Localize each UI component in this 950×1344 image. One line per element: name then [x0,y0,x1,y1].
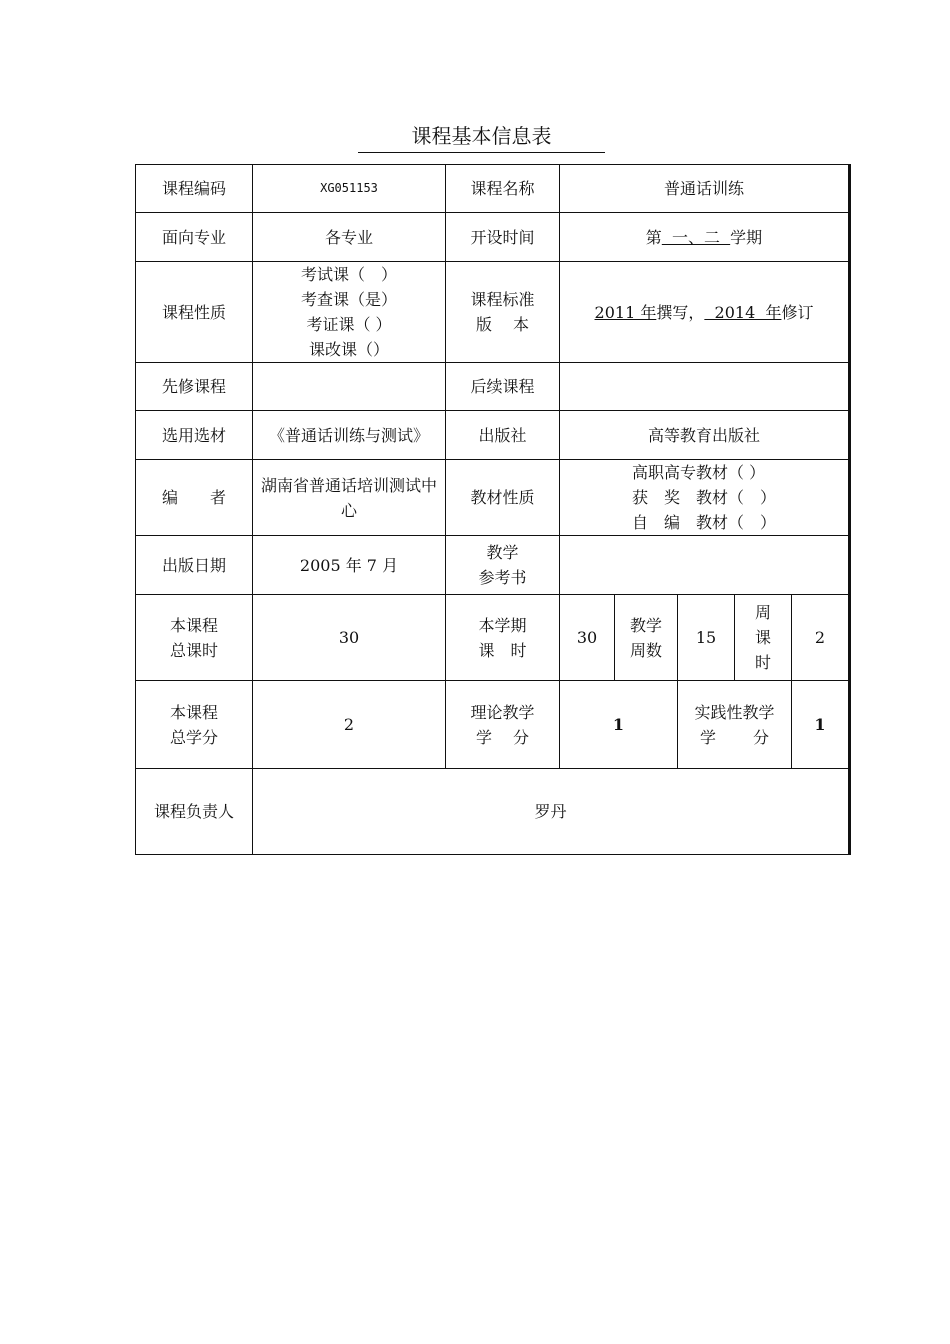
textbook-value: 《普通话训练与测试》 [253,411,446,460]
total-hours-label-1: 本课程 [169,615,218,635]
term-hours-label-1: 本学期 [478,615,527,635]
publisher-value: 高等教育出版社 [560,411,849,460]
theory-credits-label-1: 理论教学 [470,702,535,722]
reference-book-label-1: 教学 [486,543,519,562]
weekly-hours-label-2: 课 [754,628,771,647]
textbook-label: 选用选材 [136,411,253,460]
practice-credits-value: 1 [792,681,849,769]
textbook-option-vocational: 高职高专教材（ ） [631,463,766,482]
offer-time-label: 开设时间 [446,213,560,262]
prerequisite-value [253,363,446,411]
table-row [136,165,849,213]
course-info-table [135,164,849,855]
textbook-nature-list [632,460,776,535]
prerequisite-label: 先修课程 [136,363,253,411]
reference-book-label [446,536,560,595]
publish-date-label: 出版日期 [136,536,253,595]
course-nature-label: 课程性质 [136,262,253,363]
term-hours-value: 30 [560,595,615,681]
offer-time-value [560,213,849,262]
followup-value [560,363,849,411]
teaching-weeks-value: 15 [678,595,735,681]
course-nature-options [253,262,446,363]
course-code-label: 课程编码 [136,165,253,213]
publish-date-value: 2005 年 7 月 [253,536,446,595]
major-value: 各专业 [253,213,446,262]
teaching-weeks-label-2: 周数 [629,640,662,660]
table-row [136,363,849,411]
total-hours-value: 30 [253,595,446,681]
practice-credits-label-2: 学 分 [699,727,770,747]
course-name-value: 普通话训练 [560,165,849,213]
page-title: 课程基本信息表 [358,122,605,153]
textbook-nature-label: 教材性质 [446,460,560,536]
standard-version-label [446,262,560,363]
editor-value: 湖南省普通话培训测试中心 [253,460,446,536]
offer-time-suffix: 学期 [730,227,763,247]
practice-credits-label [678,681,792,769]
nature-option-check: 考查课（是） [300,290,397,309]
table-row [136,681,849,769]
revised-text: 修订 [781,302,814,322]
major-label: 面向专业 [136,213,253,262]
total-credits-label-1: 本课程 [169,702,218,722]
theory-credits-label [446,681,560,769]
total-hours-label [136,595,253,681]
total-credits-value: 2 [253,681,446,769]
term-hours-label-2: 课 时 [478,640,527,660]
teaching-weeks-label-1: 教学 [629,615,662,635]
nature-option-cert: 考证课（ ） [306,315,392,334]
reference-book-label-2: 参考书 [478,568,527,587]
nature-option-exam: 考试课（ ） [300,265,397,284]
table-right-border [849,164,851,855]
standard-version-label-1: 课程标准 [470,290,535,309]
textbook-option-awarded: 获 奖 教材（ ） [631,488,776,507]
textbook-nature-options [560,460,849,536]
followup-label: 后续课程 [446,363,560,411]
textbook-option-selfmade: 自 编 教材（ ） [631,513,776,532]
nature-option-reform: 课改课（） [308,340,389,359]
theory-credits-value: 1 [560,681,678,769]
reference-book-value [560,536,849,595]
total-hours-label-2: 总课时 [169,640,218,660]
offer-time-semesters: 一、二 [661,227,731,247]
weekly-hours-label [735,595,792,681]
total-credits-label [136,681,253,769]
table-row [136,411,849,460]
table-row [136,262,849,363]
course-owner-label: 课程负责人 [136,769,253,855]
theory-credits-label-2: 学 分 [475,727,530,747]
weekly-hours-label-3: 时 [754,653,771,672]
table-row [136,595,849,681]
publisher-label: 出版社 [446,411,560,460]
course-owner-value: 罗丹 [253,769,849,855]
course-name-label: 课程名称 [446,165,560,213]
weekly-hours-label-1: 周 [754,603,771,622]
editor-label: 编 者 [136,460,253,536]
course-code-value: XG051153 [253,165,446,213]
table-row [136,213,849,262]
revised-year: 2014 年 [704,302,782,322]
practice-credits-label-1: 实践性教学 [694,702,775,722]
table-row [136,769,849,855]
weekly-hours-value: 2 [792,595,849,681]
standard-version-value [560,262,849,363]
offer-time-prefix: 第 [645,227,662,247]
total-credits-label-2: 总学分 [169,727,218,747]
term-hours-label [446,595,560,681]
table-row [136,536,849,595]
teaching-weeks-label [615,595,678,681]
table-row [136,460,849,536]
written-year: 2011 年 [594,302,657,322]
standard-version-label-2: 版 本 [475,315,530,334]
written-text: 撰写， [656,302,705,322]
